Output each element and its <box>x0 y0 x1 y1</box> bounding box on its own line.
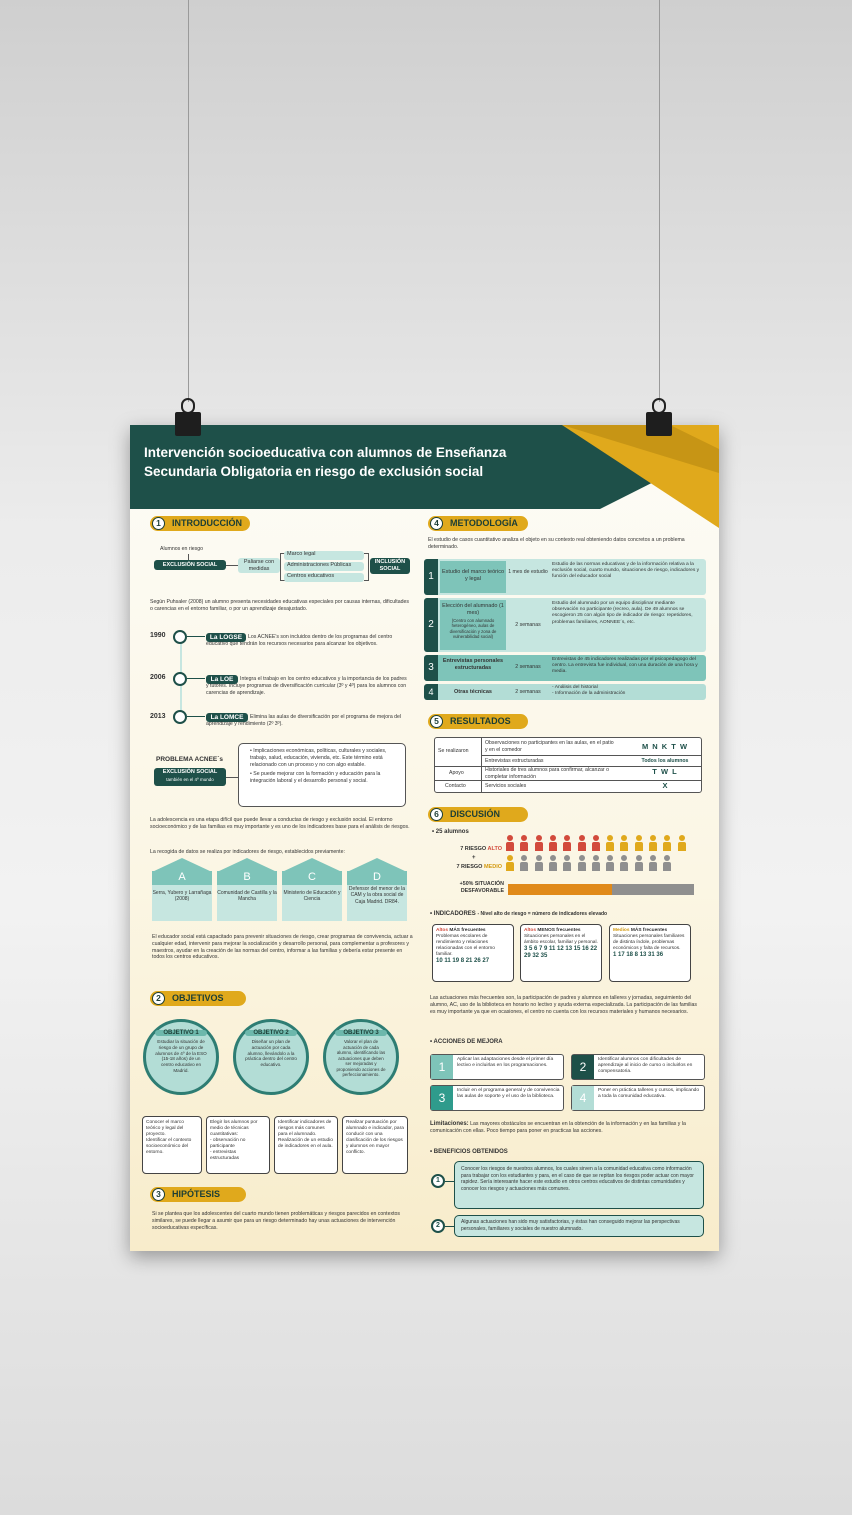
intro-paragraph-2: La adolescencia es una etapa difícil que puede llevar a conductas de riesgo y exclusión social. El entorno socioeconómico y de las familias es muy importante y es uno de los indicadores base para el análisis de riesgos. <box>150 817 410 830</box>
indicator-card: Medios MÁS frecuentes Situaciones personales familiares de distinta índole, problemas económicos y falta de recursos. 1 17 18 8 13 31 36 <box>609 924 691 982</box>
student-figure <box>635 835 643 851</box>
student-figure <box>649 855 657 871</box>
objetivo-circle: OBJETIVO 3 Valorar el plan de actuación de cada alumno, identificando las actuaciones que deben ser mejoradas y proponiendo acciones de perfeccionamiento. <box>323 1019 399 1095</box>
student-figure <box>506 855 514 871</box>
hipotesis-text: Si se plantea que los adolescentes del cuarto mundo tienen problemáticas y riesgos parecidos en contextos similares, se puede llegar a asumir que para un riesgo determinado hay unas actuaciones de intervención socioeducativas específicas. <box>152 1211 400 1231</box>
source-house: B Comunidad de Castilla y la Mancha <box>217 858 277 921</box>
student-figure <box>620 855 628 871</box>
inclusion-social-badge: INCLUSIÓN SOCIAL <box>370 558 410 574</box>
student-figure <box>649 835 657 851</box>
metodologia-name-box: Elección del alumnado (1 mes) (Centro con alumnado heterogéneo, aulas de diversificación y zona de vulnerabilidad social) <box>440 600 506 650</box>
student-figure <box>563 855 571 871</box>
beneficio-box: Conocer los riesgos de nuestros alumnos, los cuales sirven a la comunidad educativa como información para trabajar con los estudiantes y para, en el caso de que se repitan los riesgos poder actuar con mayor rapidez. Sería interesante hacer este estudio en otros centros educativos de distintas comunidades y conocer los riesgos y actuaciones más comunes. <box>454 1161 704 1209</box>
accion-mejora: 4 Poner en práctica talleres y cursos, implicando a toda la comunidad educativa. <box>571 1085 705 1111</box>
bar-segment-desfavorable <box>508 884 612 895</box>
student-figure <box>549 855 557 871</box>
student-figure <box>678 835 686 851</box>
section-metodologia-heading: 4 METODOLOGÍA <box>428 516 528 531</box>
paliarse-box: Paliarse con medidas <box>238 558 280 573</box>
exclusion-social-badge: EXCLUSIÓN SOCIAL <box>154 560 226 570</box>
metodologia-row: 3 Entrevistas personales estructuradas 2 semanas Entrevistas de 45 indicadores realizadas por el psicopedagogo del centro. La entrevista fue individual, con una duración de una hora y media. <box>424 655 706 681</box>
problema-bullet: • Implicaciones económicas, políticas, culturales y sociales, trabajo, salud, educación, vivienda, etc. Este término está relacionado con un proceso y no con algo estable. <box>250 748 387 768</box>
student-figure <box>506 835 514 851</box>
objetivo-circle: OBJETIVO 1 Estudiar la situación de riesgo de un grupo de alumnos de 4º de la ESO (15-18 años) de un centro educativo en Madrid. <box>143 1019 219 1095</box>
student-figure <box>535 835 543 851</box>
timeline-year: 1990 <box>150 632 166 639</box>
objetivo-detail: Elegir los alumnos por medio de técnicas cuantitativas: - observación no participante - entrevistas estructuradas <box>206 1116 270 1174</box>
timeline-text: Los ACNEE's son incluidos dentro de los programas del centro educativo que tendrán los recursos necesarios para alcanzar los objetivos. <box>206 634 393 647</box>
problema-title: PROBLEMA ACNEE´s <box>156 756 224 763</box>
student-figure <box>663 835 671 851</box>
timeline-text: Elimina las aulas de diversificación por el programa de mejora del aprendizaje y rendimiento (2º 3º). <box>206 714 402 727</box>
alumnos-label: Alumnos en riesgo <box>160 546 203 552</box>
student-figure <box>520 835 528 851</box>
metodologia-row: 4 Otras técnicas 2 semanas - Análisis del historial - Información de la administración <box>424 684 706 700</box>
section-introduccion-heading: 1 INTRODUCCIÓN <box>150 516 250 531</box>
student-figure <box>635 855 643 871</box>
resultados-table: Se realizaron Observaciones no participantes en las aulas, en el patio y en el comedor M N K T W Entrevistas estructuradas Todos los alumnos Apoyo Historiales de tres alumnos para confirmar, alcanzar o completar información T W L Contacto Servicios sociales X <box>434 737 702 793</box>
section-resultados-heading: 5 RESULTADOS <box>428 714 528 729</box>
problema-bullet: • Se puede mejorar con la formación y educación para la integración laboral y el desarrollo personal y social. <box>250 771 381 785</box>
student-figure <box>592 855 600 871</box>
section-discusion-heading: 6 DISCUSIÓN <box>428 807 528 822</box>
law-loe: La LOE <box>206 675 238 684</box>
student-figure <box>578 835 586 851</box>
accion-mejora: 1 Aplicar las adaptaciones desde el primer día lectivo e incluirlas en los programaciones. <box>430 1054 564 1080</box>
timeline-text: Integra el trabajo en los centro educativos y la importancia de los padres y tutores. Incluye programas de diversificación curricular (3º y 4º) para los alumnos con carencias de aprendizaje. <box>206 676 407 696</box>
indicator-card: Altos MENOS frecuentes Situaciones personales en el ámbito escolar, familiar y personal. 3 5 6 7 9 11 12 13 15 16 22 29 32 35 <box>520 924 602 982</box>
medida-centros: Centros educativos <box>284 573 364 582</box>
student-figure <box>592 835 600 851</box>
intro-paragraph-4: El educador social está capacitado para prevenir situaciones de riesgo, crear programas de convivencia, actuar a cualquier edad, intervenir para mejorar la socialización y desarrollo personal, para complementar a profesores y maestros, ayudar en la creación de las normas del centro, informar a las familias y debería estar presente en todos los centros educativos. <box>152 934 413 961</box>
bar-segment-resto <box>612 884 694 895</box>
student-figure <box>520 855 528 871</box>
student-figure <box>578 855 586 871</box>
poster-header <box>130 425 719 517</box>
student-figure <box>549 835 557 851</box>
hanging-wire-left <box>188 0 189 402</box>
timeline-year: 2006 <box>150 674 166 681</box>
section-objetivos-heading: 2 OBJETIVOS <box>150 991 246 1006</box>
student-figure <box>663 855 671 871</box>
hanging-wire-right <box>659 0 660 402</box>
beneficio-box: Algunas actuaciones han sido muy satisfactorias, y éstas han conseguido mejorar las perspectivas personales, familiares y sociales de nuestro alumnado. <box>454 1215 704 1237</box>
acciones-heading: • ACCIONES DE MEJORA <box>430 1039 503 1045</box>
timeline-year: 2013 <box>150 713 166 720</box>
intro-paragraph: Según Puhsaler (2008) un alumno presenta necesidades educativas especiales por causas internas, dificultades o carencias en el entorno familiar, o por un aprendizaje desajustado. <box>150 599 409 612</box>
medida-administraciones: Administraciones Públicas <box>284 562 364 571</box>
intro-paragraph-3: La recogida de datos se realiza por indicadores de riesgo, establecidos previamente: <box>150 849 345 855</box>
actuaciones-paragraph: Las actuaciones más frecuentes son, la participación de padres y alumnos en talleres y jornadas, seguimiento del alumno, AC, uso de la biblioteca en horario no lectivo y ayuda externa especializada. La participación de las familias es muy importante ya que en ocasiones, el centro no cuenta con los recursos materiales y humanos necesarios. <box>430 995 698 1015</box>
section-hipotesis-heading: 3 HIPÓTESIS <box>150 1187 246 1202</box>
alumnos-count: • 25 alumnos <box>432 829 469 835</box>
poster-title: Intervención socioeducativa con alumnos de Enseñanza Secundaria Obligatoria en riesgo de exclusión social <box>144 445 507 479</box>
law-lomce: La LOMCE <box>206 713 248 722</box>
objetivo-detail: Identificar indicadores de riesgos más comunes para el alumnado. Realización de un estudio de indicadores en el aula. <box>274 1116 338 1174</box>
medida-marco-legal: Marco legal <box>284 551 364 560</box>
student-figure <box>606 835 614 851</box>
accion-mejora: 2 Identificar alumnos con dificultades de aprendizaje al inicio de curso o incluirlos en compensatoria. <box>571 1054 705 1080</box>
accion-mejora: 3 Incluir en el programa general y de convivencia las aulas de soporte y el uso de la biblioteca. <box>430 1085 564 1111</box>
binder-clip-right <box>646 398 672 438</box>
source-house: A Serra, Yubero y Larrañaga (2008) <box>152 858 212 921</box>
student-figure <box>606 855 614 871</box>
indicator-card: Altos MÁS frecuentes Problemas escolares de rendimiento y relaciones relacionadas con el entorno familiar. 10 11 19 8 21 26 27 <box>432 924 514 982</box>
metodologia-intro: El estudio de casos cuantitativo analiza el objeto en su contexto real obteniendo datos concretos a un problema determinado. <box>428 537 685 550</box>
objetivo-detail: Realizar puntuación por alumnado e indicador, para conducir con una clasificación de los riesgos y alumnos en mayor conflicto. <box>342 1116 408 1174</box>
objetivo-circle: OBJETIVO 2 Diseñar un plan de actuación por cada alumno, llevándolo a la práctica dentro del centro educativo. <box>233 1019 309 1095</box>
source-house: D Defensor del menor de la CAM y la obra social de Caja Madrid. DR84. <box>347 858 407 921</box>
metodologia-row: 2 Elección del alumnado (1 mes) (Centro con alumnado heterogéneo, aulas de diversificación y zona de vulnerabilidad social) 2 semanas Estudio del alumnado por un equipo disciplinar mediante observación no participante (recreo, aula). De 49 alumnos se escogieron 25 con algún tipo de indicador de riesgo: repetidores, problemas familiares, AONNEE´s, etc. <box>424 598 706 652</box>
problema-exclusion-badge: EXCLUSIÓN SOCIAL también en el 4º mundo <box>154 768 226 786</box>
student-figure <box>535 855 543 871</box>
limitaciones: Limitaciones: Las mayores obstáculos se encuentran en la obtención de la información y en las familias y la comunicación con ellas. Poco tiempo para poner en practicas las acciones. <box>430 1121 686 1134</box>
beneficios-heading: • BENEFICIOS OBTENIDOS <box>430 1149 508 1155</box>
poster: Intervención socioeducativa con alumnos de Enseñanza Secundaria Obligatoria en riesgo de exclusión social 1 INTRODUCCIÓN Alumnos en riesgo EXCLUSIÓN SOCIAL Paliarse con medidas Marco legal Administraciones Públicas Centros educativos INCLUSIÓN SOCIAL Según Puhsaler (2008) un alumno presenta necesidades educativas especiales por causas internas, dificultades o carencias en el entorno familiar, o por un aprendizaje desajustado. 1990 La LOGSE Los ACNEE's son incluidos dentro de los programas del centro educativo que tendrán los recursos necesarios para alcanzar los objetivos. 2006 La LOE Integra el trabajo en los centro educativos y la importancia de los padres y tutores. Incluye programas de diversificación curricular (3º y 4º) para los alumnos con carencias de aprendizaje. 2013 La LOMCE Elimina las aulas de diversificación por el programa de mejora del aprendizaje y rendimiento (2º 3º). PROBLEMA ACNEE´s EXCLUSIÓN SOCIAL también en el 4º mundo • Implicaciones económicas, políticas, culturales y sociales, trabajo, salud, educación, vivienda, etc. Este término está relacionado con un proceso y no con algo estable. • Se puede mejorar con la formación y educación para la integración laboral y el desarrollo personal y social. La adolescencia es una etapa difícil que puede llevar a conductas de riesgo y exclusión social. El entorno socioeconómico y de las familias es muy importante y es uno de los indicadores base para el análisis de riesgos. La recogida de datos se realiza por indicadores de riesgo, establecidos previamente: A Serra, Yubero y Larrañaga (2008) B Comunidad de Castilla y la Mancha C Ministerio de Educación y Ciencia D Defensor del menor de la CAM y la obra social de Caja Madrid. DR84. El educador social está capacitado para prevenir situaciones de riesgo, crear programas de convivencia, actuar a cualquier edad, intervenir para mejorar la socialización y desarrollo personal, para complementar a profesores y maestros, ayudar en la creación de las normas del centro, informar a las familias y debería estar presente en todos los centros educativos. 2 OBJETIVOS OBJETIVO 1 Estudiar la situación de riesgo de un grupo de alumnos de 4º de la ESO (15-18 años) de un centro educativo en Madrid. OBJETIVO 2 Diseñar un plan de actuación por cada alumno, llevándolo a la práctica dentro del centro educativo. OBJETIVO 3 Valorar el plan de actuación de cada alumno, identificando las actuaciones que deben ser mejoradas y proponiendo acciones de perfeccionamiento. Conocer el marco teórico y legal del proyecto. Identificar el contexto socioeconómico del entorno. Elegir los alumnos por medio de técnicas cuantitativas: - observación no participante - entrevistas estructuradas Identificar indicadores de riesgos más comunes para el alumnado. Realización de un estudio de indicadores en el aula. Realizar puntuación por alumnado e indicador, para conducir con una clasificación de los riesgos y alumnos en mayor conflicto. 3 HIPÓTESIS Si se plantea que los adolescentes del cuarto mundo tienen problemáticas y riesgos parecidos en contextos similares, se puede llegar a asumir que para un riesgo determinado hay unas actuaciones de intervención socioeducativas específicas. 4 METODOLOGÍA El estudio de casos cuantitativo analiza el objeto en su contexto real obteniendo datos concretos a un problema determinado. 1 Estudio del marco teórico y legal 1 mes de estudio Estudio de las normas educativas y de la información relativa a la exclusión social, cuarto mundo, situaciones de riesgo, indicadores y función del educador social 2 Elección del alumnado (1 mes) (Centro con alumnado heterogéneo, aulas de diversificación y zona de vulnerabilidad social) 2 semanas Estudio del alumnado por un equipo disciplinar mediante observación no participante (recreo, aula). De 49 alumnos se escogieron 25 con algún tipo de indicador de riesgo: repetidores, problemas familiares, AONNEE´s, etc. 3 Entrevistas personales estructuradas 2 semanas Entrevistas de 45 indicadores realizadas por el psicopedagogo del centro. La entrevista fue individual, con una duración de una hora y media. 4 Otras técnicas 2 semanas - Análisis del historial - Información de la administración 5 RESULTADOS Se realizaron Observaciones no participantes en las aulas, en el patio y en el comedor M N K T W Entrevistas estructuradas Todos los alumnos Apoyo Historiales de tres alumnos para confirmar, alcanzar o completar información T W L Contacto Servicios sociales X 6 DISCUSIÓN • 25 alumnos 7 RIESGO ALTO + 7 RIESGO MEDIO +50% SITUACIÓN DESFAVORABLE • INDICADORES - Nivel alto de riesgo = número de indicadores elevado Altos MÁS frecuentes Problemas escolares de rendimiento y relaciones relacionadas con el entorno familiar. 10 11 19 8 21 26 27 Altos MENOS frecuentes Situaciones personales en el ámbito escolar, familiar y personal. 3 5 6 7 9 11 12 13 15 16 22 29 32 35 Medios MÁS frecuentes Situaciones personales familiares de distinta índole, problemas económicos y falta de recursos. 1 17 18 8 13 31 36 Las actuaciones más frecuentes son, la participación de padres y alumnos en talleres y jornadas, seguimiento del alumno, AC, uso de la biblioteca en horario no lectivo y ayuda externa especializada. La participación de las familias es muy importante ya que en ocasiones, el centro no cuenta con los recursos materiales y humanos necesarios. • ACCIONES DE MEJORA 1 Aplicar las adaptaciones desde el primer día lectivo e incluirlas en los programaciones. 2 Identificar alumnos con dificultades de aprendizaje al inicio de curso o incluirlos en compensatoria. 3 Incluir en el programa general y de convivencia las aulas de soporte y el uso de la biblioteca. 4 Poner en práctica talleres y cursos, implicando a toda la comunidad educativa. Limitaciones: Las mayores obstáculos se encuentran en la obtención de la información y en las familias y la comunicación con ellas. Poco tiempo para poner en practicas las acciones. • BENEFICIOS OBTENIDOS 1 Conocer los riesgos de nuestros alumnos, los cuales sirven a la comunidad educativa como información para trabajar con los estudiantes y para, en el caso de que se repitan los riesgos poder actuar con mayor rapidez. Sería interesante hacer este estudio en otros centros educativos de distintas comunidades y conocer los riesgos y actuaciones más comunes. 2 Algunas actuaciones han sido muy satisfactorias, y éstas han conseguido mejorar las perspectivas personales, familiares y sociales de nuestro alumnado. <box>130 425 719 1251</box>
metodologia-row: 1 Estudio del marco teórico y legal 1 mes de estudio Estudio de las normas educativas y de la información relativa a la exclusión social, cuarto mundo, situaciones de riesgo, indicadores y función del educador social <box>424 559 706 595</box>
objetivo-detail: Conocer el marco teórico y legal del proyecto. Identificar el contexto socioeconómico del entorno. <box>142 1116 202 1174</box>
problema-bullets-box <box>238 743 406 807</box>
desfavorable-bar <box>508 884 694 895</box>
students-pictogram <box>506 835 696 879</box>
law-logse: La LOGSE <box>206 633 246 642</box>
indicadores-heading: • INDICADORES - Nivel alto de riesgo = número de indicadores elevado <box>430 911 608 917</box>
source-house: C Ministerio de Educación y Ciencia <box>282 858 342 921</box>
student-figure <box>563 835 571 851</box>
student-figure <box>620 835 628 851</box>
binder-clip-left <box>175 398 201 438</box>
